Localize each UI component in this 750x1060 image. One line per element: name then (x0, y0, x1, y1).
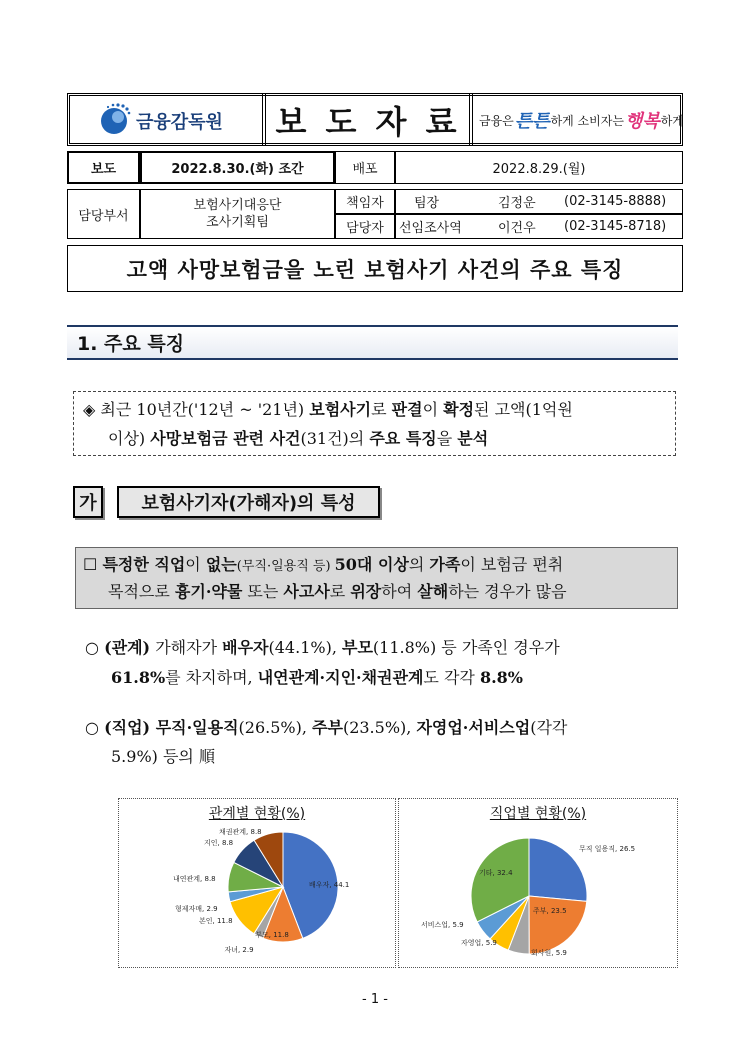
distribute-label: 배포 (335, 151, 395, 184)
relation-pie (119, 799, 397, 969)
pie-data-label: 부모, 11.8 (255, 931, 289, 939)
pie-data-label: 채권관계, 8.8 (219, 828, 262, 836)
pie-data-label: 자영업, 5.9 (461, 939, 497, 947)
pie-data-label: 기타, 32.4 (479, 869, 513, 877)
bullet-relation-line-1: ○ (관계) 가해자가 배우자(44.1%), 부모(11.8%) 등 가족인 경우가 (85, 638, 560, 657)
slogan: 금융은 튼튼 하게 소비자는 행복 하게 (479, 100, 681, 140)
relation-chart (118, 798, 396, 968)
subsection-marker: 가 (73, 486, 103, 518)
dept-value: 보험사기대응단 조사기획팀 (140, 189, 335, 239)
person1-row: 팀장 김정운 (02-3145-8888) (395, 189, 683, 214)
person2-role: 담당자 (335, 214, 395, 239)
pie-data-label: 배우자, 44.1 (309, 881, 350, 889)
slogan-word-strong: 튼튼 (514, 111, 550, 132)
pie-slice (529, 896, 587, 954)
pie-data-label: 서비스업, 5.9 (421, 921, 464, 929)
pie-data-label: 내연관계, 8.8 (173, 875, 216, 883)
bullet-relation-line-2: 61.8%를 차지하며, 내연관계·지인·채권관계도 각각 8.8% (111, 668, 524, 687)
pie-data-label: 무직 일용직, 26.5 (579, 845, 636, 853)
relation-chart-title: 관계별 현황(%) (208, 806, 306, 822)
bullet-job-line-1: ○ (직업) 무직·일용직(26.5%), 주부(23.5%), 자영업·서비스업(각각 (85, 718, 568, 737)
doc-title: 보 도 자 료 (275, 103, 461, 141)
page-number: - 1 - (362, 992, 388, 1007)
summary-line-2: 이상) 사망보험금 관련 사건(31건)의 주요 특징을 분석 (108, 429, 489, 448)
pie-data-label: 형제자매, 2.9 (175, 905, 218, 913)
pie-data-label: 자녀, 2.9 (224, 946, 254, 954)
subsection-title: 보험사기자(가해자)의 특성 (117, 486, 380, 518)
job-chart (398, 798, 678, 968)
person1-role: 책임자 (335, 189, 395, 214)
distribute-value: 2022.8.29.(월) (395, 151, 683, 184)
release-value: 2022.8.30.(화) 조간 (140, 151, 335, 184)
pie-data-label: 회사원, 5.9 (531, 949, 567, 957)
release-label: 보도 (67, 151, 140, 184)
fss-logo (96, 102, 132, 138)
slogan-word-happy: 행복 (624, 111, 660, 132)
person2-row: 선임조사역 이건우 (02-3145-8718) (395, 214, 683, 239)
pie-data-label: 주부, 23.5 (533, 907, 567, 915)
dept-label: 담당부서 (67, 189, 140, 239)
job-pie (399, 799, 679, 969)
summary-line-1: ◈ 최근 10년간('12년 ~ '21년) 보험사기로 판결이 확정된 고액(1억원 (83, 400, 573, 419)
bullet-job-line-2: 5.9%) 등의 順 (111, 747, 215, 766)
section-heading: 1. 주요 특징 (67, 325, 678, 360)
pie-data-label: 본인, 11.8 (199, 917, 233, 925)
finding-line-1: ☐ 특정한 직업이 없는(무직·일용직 등) 50대 이상의 가족이 보험금 편취 (83, 555, 564, 574)
pie-data-label: 지인, 8.8 (204, 839, 234, 847)
job-chart-title: 직업별 현황(%) (489, 806, 587, 822)
finding-line-2: 목적으로 흉기·약물 또는 사고사로 위장하여 살해하는 경우가 많음 (108, 582, 567, 601)
main-title: 고액 사망보험금을 노린 보험사기 사건의 주요 특징 (67, 245, 683, 292)
org-name: 금융감독원 (136, 112, 223, 133)
